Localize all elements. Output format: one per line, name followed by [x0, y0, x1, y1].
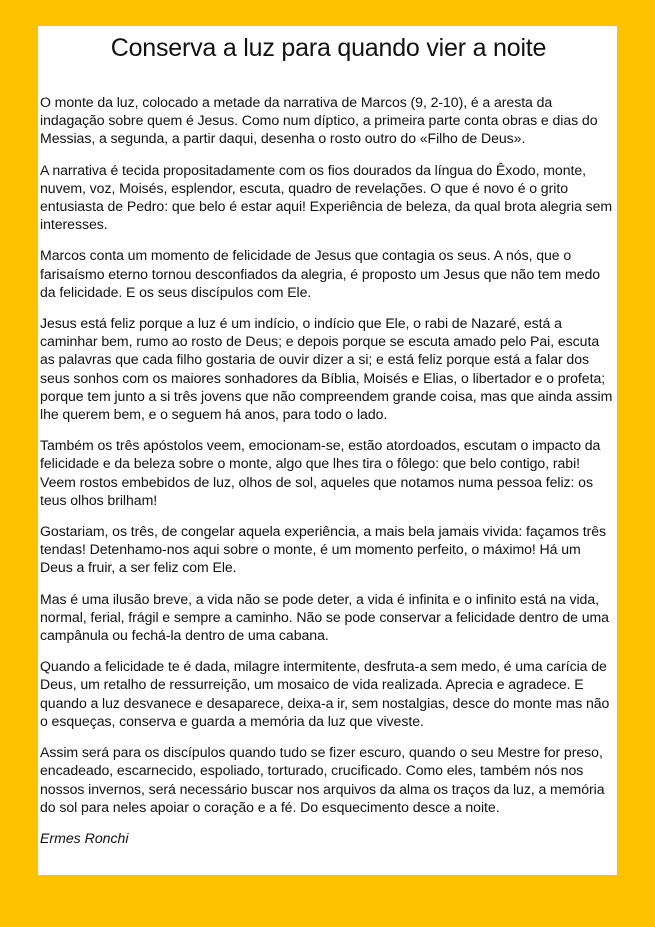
paragraph: Jesus está feliz porque a luz é um indício, o indício que Ele, o rabi de Nazaré, está a caminhar bem, rumo ao rosto de Deus; e depois porque se escuta amado pelo Pai, escuta as palavras que cada filho gostaria de ouvir dizer a si; e está feliz porque está a falar dos seus sonhos com os maiores sonhadores da Bíblia, Moisés e Elias, o libertador e o profeta; porque tem junto a si três jovens que não compreendem grande coisa, mas que ainda assim lhe querem bem, e o seguem há anos, para todo o lado. [40, 315, 613, 423]
document-page [38, 26, 617, 875]
paragraph: A narrativa é tecida propositadamente com os fios dourados da língua do Êxodo, monte, nuvem, voz, Moisés, esplendor, escuta, quadro de revelações. O que é novo é o grito entusiasta de Pedro: que belo é estar aqui! Experiência de beleza, da qual brota alegria sem interesses. [40, 161, 613, 233]
paragraph: O monte da luz, colocado a metade da narrativa de Marcos (9, 2-10), é a aresta da indagação sobre quem é Jesus. Como num díptico, a primeira parte conta obras e dias do Messias, a segunda, a partir daqui, desenha o rosto outro do «Filho de Deus». [40, 94, 598, 147]
author-signature: Ermes Ronchi [40, 829, 129, 846]
paragraph: Marcos conta um momento de felicidade de Jesus que contagia os seus. A nós, que o farisaísmo eterno tornou desconfiados da alegria, é proposto um Jesus que não tem medo da felicidade. E os seus discípulos com Ele. [40, 247, 601, 300]
paragraph: Quando a felicidade te é dada, milagre intermitente, desfruta-a sem medo, é uma carícia de Deus, um retalho de ressurreição, um mosaico de vida realizada. Aprecia e agradece. E quando a luz desvanece e desaparece, deixa-a ir, sem nostalgias, desce do monte mas não o esqueças, conserva e guarda a memória da luz que viveste. [40, 658, 610, 729]
document-title: Conserva a luz para quando vier a noite [110, 34, 547, 62]
paragraph: Assim será para os discípulos quando tudo se fizer escuro, quando o seu Mestre for preso, encadeado, escarnecido, espoliado, torturado, crucificado. Como eles, também nós nos nossos invernos, será necessário buscar nos arquivos da alma os traços da luz, a memória do sol para neles apoiar o coração e a fé. Do esquecimento desce a noite. [40, 744, 605, 815]
paragraph: Também os três apóstolos veem, emocionam-se, estão atordoados, escutam o impacto da felicidade e da beleza sobre o monte, algo que lhes tira o fôlego: que belo contigo, rabi! Veem rostos embebidos de luz, olhos de sol, aqueles que notamos numa pessoa feliz: os teus olhos brilham! [40, 437, 601, 508]
paragraph: Gostariam, os três, de congelar aquela experiência, a mais bela jamais vivida: façamos três tendas! Detenhamo-nos aqui sobre o monte, é um momento perfeito, o máximo! Há um Deus a fruir, a ser feliz com Ele. [40, 523, 607, 576]
paragraph: Mas é uma ilusão breve, a vida não se pode deter, a vida é infinita e o infinito está na vida, normal, ferial, frágil e sempre a caminho. Não se pode conservar a felicidade dentro de uma campânula ou fechá-la dentro de uma cabana. [40, 590, 609, 644]
